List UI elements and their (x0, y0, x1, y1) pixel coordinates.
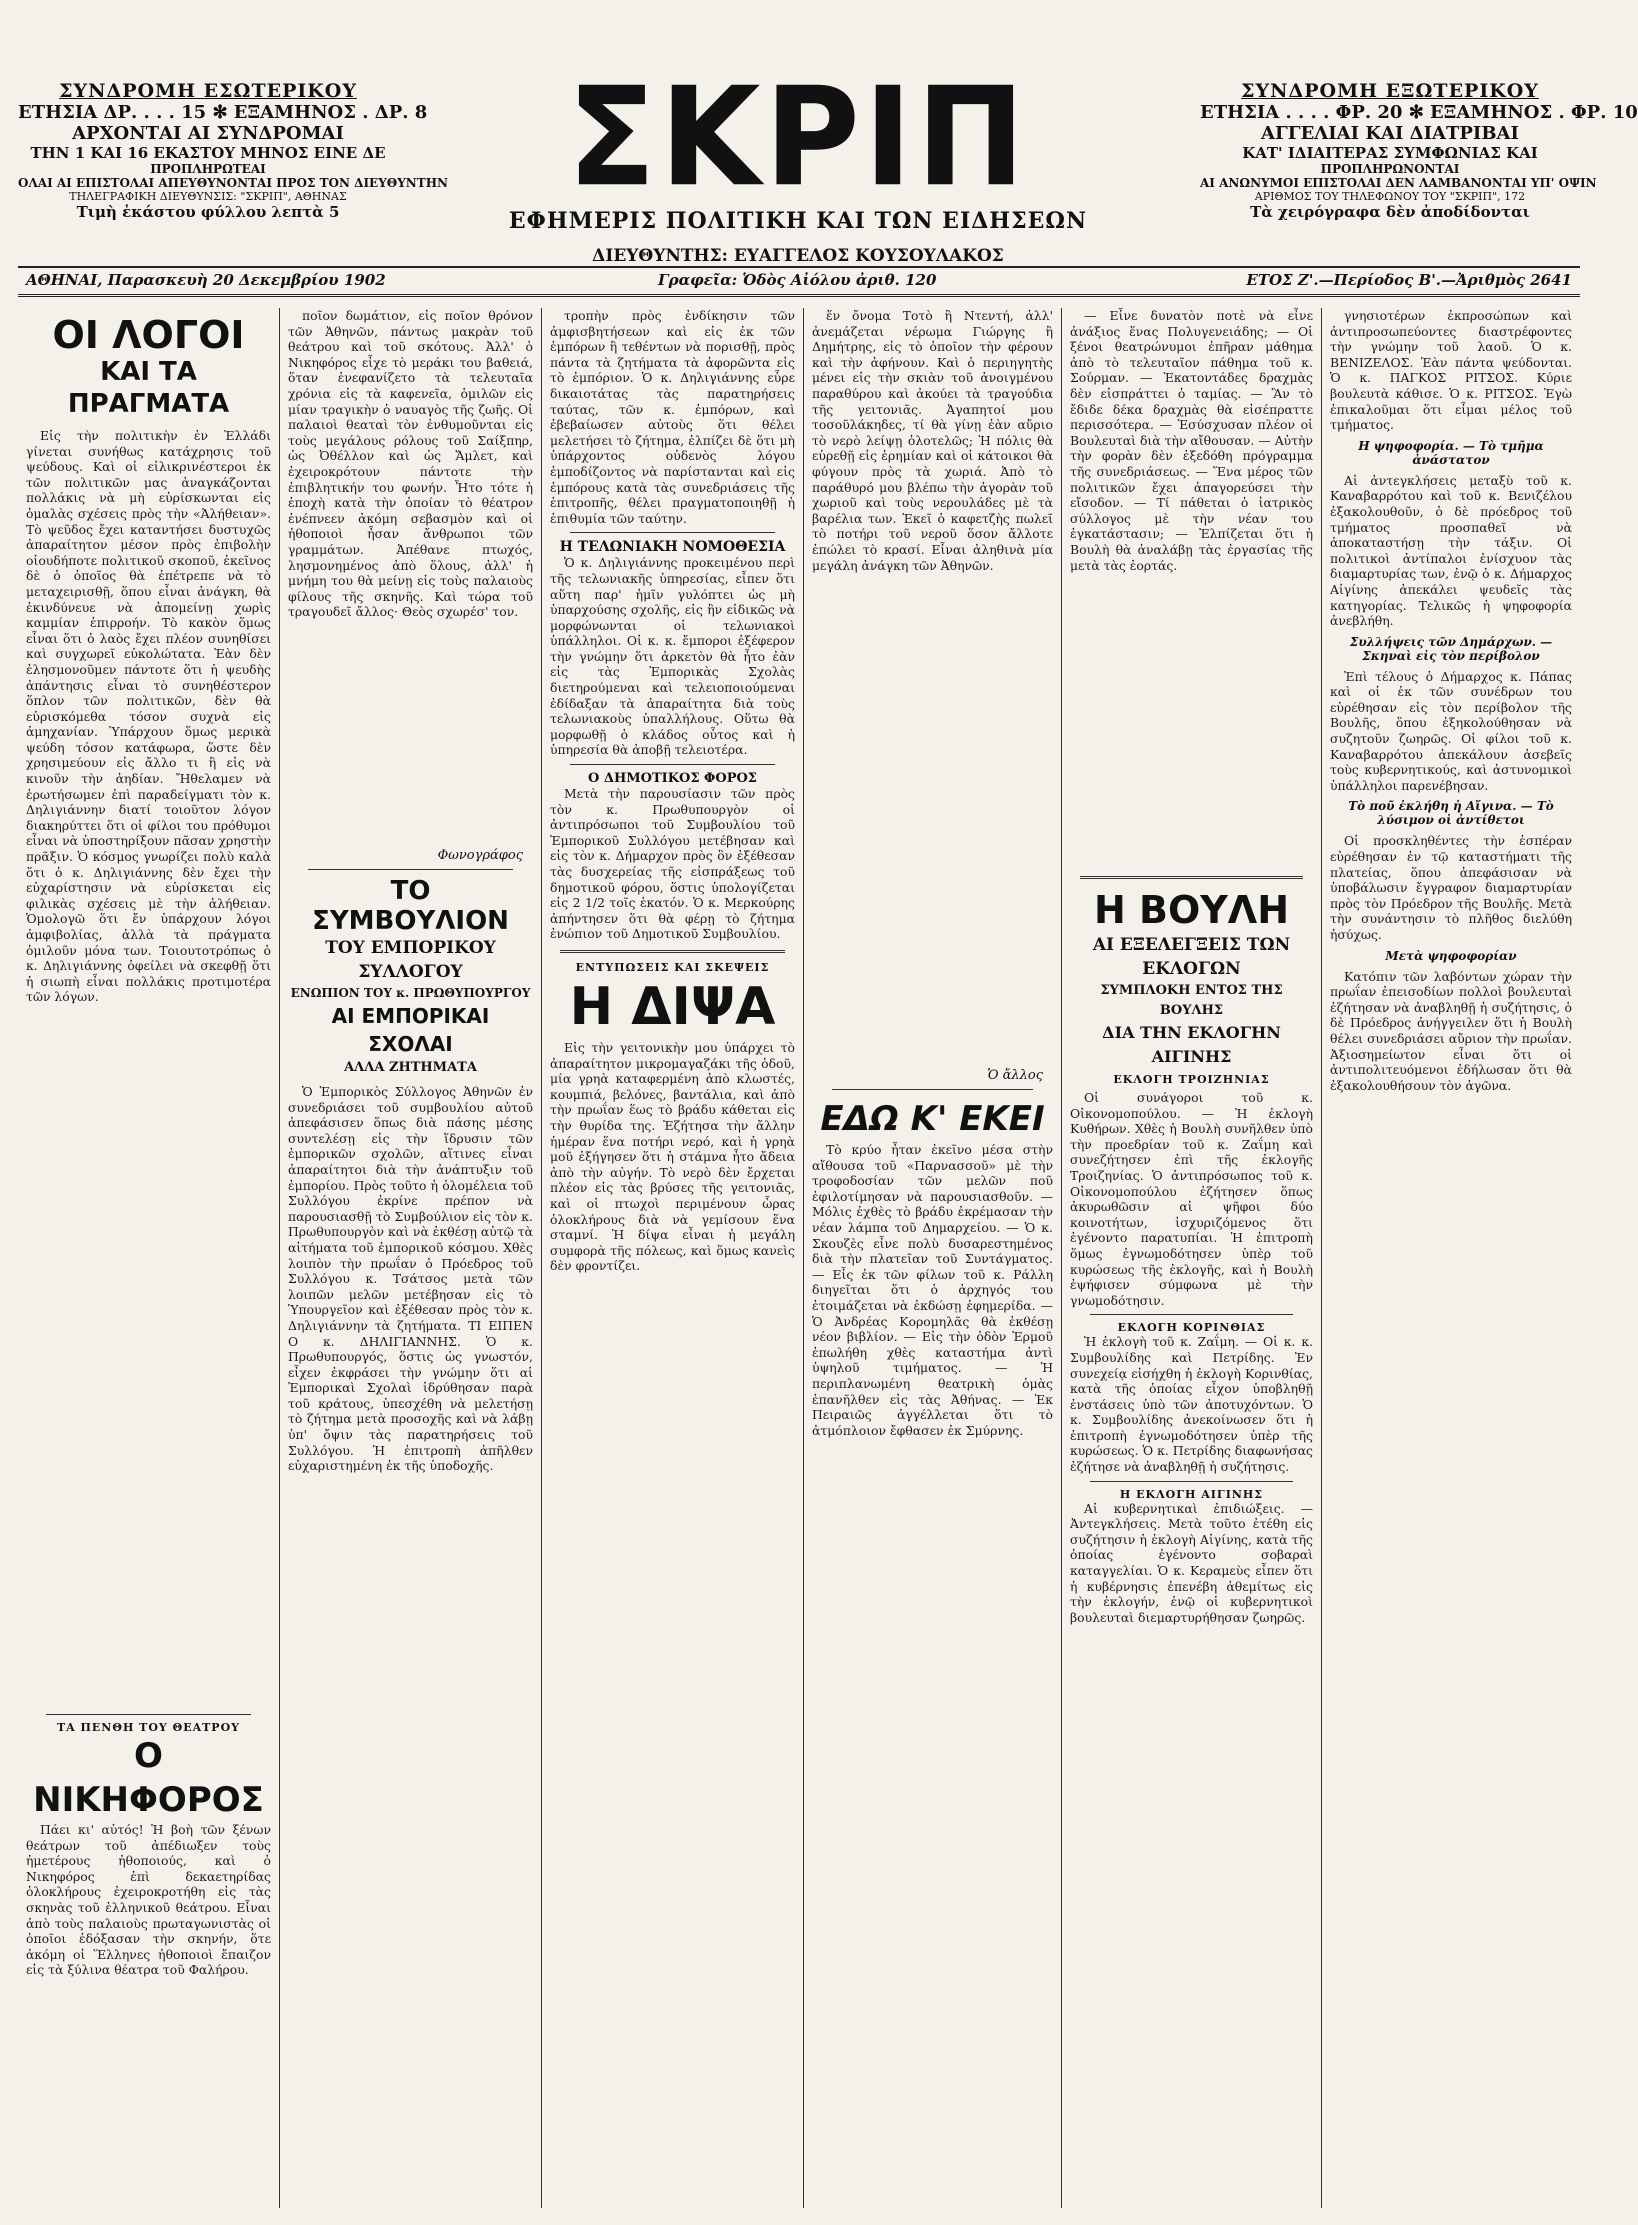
article-text: Εἰς τὴν γειτονικὴν μου ὑπάρχει τὸ ἀπαραίτητον μικρομαγαζάκι τῆς ὁδοῦ, μία γρηὰ καταφερμένη ἀπὸ κλωστές, κουμπιά, βελόνες, βαντάλια, καὶ ἀπὸ τὴν πρωΐαν ἕως τὸ βράδυ κάθεται εἰς τὴν θυρίδα της. Ἐζήτησα τὴν ἄλλην ἡμέραν ἕνα ποτήρι νερό, καὶ ἡ γρηὰ μοῦ ἐξήγησεν ὅτι ἡ στάμνα ἦτο ἄδεια ἀπὸ τὴν αὐγήν. Τὸ νερὸ δὲν ἔρχεται πλέον εἰς τὰς βρύσες τῆς γειτονιᾶς, καὶ οἱ πτωχοὶ περιμένουν ὧρας ὁλοκλήρους διὰ νὰ γεμίσουν ἕνα σταμνί. Ἡ δίψα εἶναι ἡ μεγάλη συμφορὰ τῆς πόλεως, καὶ ὅμως κανεὶς δὲν φροντίζει. (550, 1039, 795, 1274)
subscription-line: ΠΡΟΠΛΗΡΩΤΕΑΙ (150, 162, 266, 176)
article-text: Αἱ κυβερνητικαὶ ἐπιδιώξεις. — Ἀντεγκλήσεις. Μετὰ τοῦτο ἐτέθη εἰς συζήτησιν ἡ ἐκλογὴ Αἰγίνης, κατὰ τῆς ὁποίας ἐγένοντο σοβαραὶ καταγγελίαι. Ὁ κ. Κεραμεὺς εἶπεν ὅτι ἡ κυβέρνησις ἐπενέβη ἀθεμίτως εἰς τὴν ἐκλογήν, ἐνῷ οἱ κυβερνητικοὶ βουλευταὶ διεμαρτυρήθησαν ζωηρῶς. (1070, 1500, 1313, 1625)
article-subheadline: ΑΛΛΑ ΖΗΤΗΜΑΤΑ (344, 1060, 477, 1075)
article-body (1330, 833, 1572, 942)
article-text: Εἰς τὴν πολιτικὴν ἐν Ἑλλάδι γίνεται συνήθως κατάχρησις τοῦ ψεύδους. Καὶ οἱ εἰλικρινέστεροι ἐκ τῶν πολιτικῶν μας ἀναγκάζονται πολλάκις νὰ μὴ εὑρίσκωνται εἰς ὁμαλὰς σχέσεις πρὸς τὴν «Ἀλήθειαν». Τὸ ψεῦδος ἔχει καταντήσει δυστυχῶς ἀπαραίτητον μέσον πρὸς ἐπιβολὴν οἰουδήποτε πολιτικοῦ σκοποῦ, ἐκεῖνος δὲ ὁ ὁποῖος θὰ ἐπέτρεπε νὰ τὸ μεταχειρισθῇ, ὅπου εἶναι ἀνάγκη, θὰ ἐκινδύνευε νὰ ἀπομείνῃ χωρὶς καμμίαν ἐπιρροήν. Τὸ κακὸν ὅμως εἶναι ὅτι ὁ λαὸς ἔχει πλέον συνηθίσει καὶ συγχωρεῖ εὐκολώτατα. Ἐὰν δὲν ἐλησμονοῦμεν πάντοτε ὅτι ἡ ψευδὴς ἀπάντησις εἶναι τὸ συνηθέστερον ὅπλον τῶν πολιτικῶν, δὲν θὰ εὑρισκόμεθα τόσον συχνὰ εἰς ἀμηχανίαν. Ὑπάρχουν ὅμως μερικὰ ψεύδη τόσον κατάφωρα, ὥστε δὲν χρησιμεύουν εἰς ἄλλο τι ἢ εἰς νὰ κινοῦν τὴν ἀηδίαν. Ἤθελαμεν νὰ ἐρωτήσωμεν ἐπὶ παραδείγματι τὸν κ. Δηλιγιάννην διατί τοιοῦτον λόγον διακηρύττει ὅτι οἱ φίλοι του πρόθυμοι εἶναι νὰ ὑποστηρίξουν πᾶσαν χρηστὴν πρᾶξιν. Ὁ κόσμος γνωρίζει πολὺ καλὰ ὅτι ὁ κ. Δηλιγιάννης δὲν ἔχει τὴν εὐχαρίστησιν νὰ εὑρίσκεται εἰς φιλικὰς σχέσεις μὲ τὴν ἀλήθειαν. Ὁμολογῶ ὅτι ἔν ὑπάρχουν λόγοι ἀμφιβολίας, ἀλλὰ τὰ πράγματα ὁμιλοῦν μόνα των. Τοιουτοτρόπως ὁ κ. Δηλιγιάννης ὀφείλει νὰ σκεφθῇ ὅτι ἡ σιωπὴ εἶναι πολλάκις προτιμοτέρα τῶν λόγων. (26, 428, 271, 1005)
article-body (26, 1822, 271, 1978)
subscription-title: ΣΥΝΔΡΟΜΗ ΕΣΩΤΕΡΙΚΟΥ (59, 80, 357, 102)
section-label: ΕΚΛΟΓΗ ΚΟΡΙΝΘΙΑΣ (1117, 1321, 1266, 1335)
article-body (1070, 1501, 1313, 1626)
article-body (26, 428, 271, 1708)
article-text: Ἐπὶ τέλους ὁ Δήμαρχος κ. Πάπας καὶ οἱ ἐκ τῶν συνέδρων του εὑρέθησαν εἰς τὸν περίβολον τῆς Βουλῆς, ὅπου ἐξηκολούθησαν νὰ συζητοῦν ζωηρῶς. Οἱ φίλοι τοῦ κ. Καναβαρρότου ἀπεκάλουν ἀσεβεῖς τοὺς κυβερνητικούς, καὶ ἀστυνομικοὶ ὑπάλληλοι παρενέβησαν. (1330, 668, 1572, 793)
signature: Φωνογράφος (437, 848, 523, 863)
article-headline: Η ΒΟΥΛΗ (1093, 888, 1290, 932)
article-text: Ὁ Ἐμπορικὸς Σύλλογος Ἀθηνῶν ἐν συνεδριάσει τοῦ συμβουλίου αὐτοῦ ἀπεφάσισεν ὅπως διὰ πάσης μέσης συντελέσῃ εἰς τὴν ἵδρυσιν τῶν ἐμπορικῶν σχολῶν, αἵτινες εἶναι ἀπαραίτητοι διὰ τὴν ἀνάπτυξιν τοῦ ἐμπορίου. Πρὸς τοῦτο ἡ ὁλομέλεια τοῦ Συλλόγου ἐκρίνε πρέπον νὰ παρουσιασθῇ τὸ Συμβούλιον εἰς τὸν κ. Πρωθυπουργὸν καὶ νὰ ἐκθέσῃ αὐτῷ τὰ αἰτήματα τοῦ ἐμπορικοῦ κόσμου. Χθὲς λοιπὸν τὴν πρωΐαν ὁ Πρόεδρος τοῦ Συλλόγου κ. Τσάτσος μετὰ τῶν λοιπῶν μελῶν μετέβησαν εἰς τὸ Ὑπουργεῖον καὶ ἐξέθεσαν πρὸς τὸν κ. Δηλιγιάννην τὰ ζητήματα. ΤΙ ΕΙΠΕΝ Ο κ. ΔΗΛΙΓΙΑΝΝΗΣ. Ὁ κ. Πρωθυπουργός, ὅστις ὡς γνωστόν, εἶχεν ἐκφράσει τὴν γνώμην ὅτι αἱ Ἐμπορικαὶ Σχολαὶ ἱδρύθησαν παρὰ τοῦ κράτους, ὑπεσχέθη νὰ μελετήσῃ τὸ ζήτημα μετὰ προσοχῆς καὶ νὰ λάβῃ ὑπ' ὄψιν τὰς παρατηρήσεις τοῦ Συλλόγου. Ἡ ἐπιτροπὴ ἀπῆλθεν εὐχαριστημένη ἐκ τῆς ὑποδοχῆς. (288, 1084, 533, 1474)
subscription-line: ΤΗΝ 1 ΚΑΙ 16 ΕΚΑΣΤΟΥ ΜΗΝΟΣ ΕΙΝΕ ΔΕ (30, 144, 386, 162)
divider (1080, 876, 1303, 879)
article-headline: ΟΙ ΛΟΓΟΙ (52, 313, 245, 357)
subscription-line: ΑΓΓΕΛΙΑΙ ΚΑΙ ΔΙΑΤΡΙΒΑΙ (1261, 123, 1519, 144)
article-text: γνησιοτέρων ἐκπροσώπων καὶ ἀντιπροσωπεύοντες διαστρέφοντες τὴν γνώμην τοῦ λαοῦ. Ὁ κ. ΒΕΝΙΖΕΛΟΣ. Ἐὰν πάντα ψεύδονται. Ὁ κ. ΠΑΓΚΟΣ ΡΙΤΣΟΣ. Κύριε βουλευτὰ κάθισε. Ὁ κ. ΡΙΤΣΟΣ. Ἐγὼ ἐπικαλοῦμαι ὅτι εἶμαι μέλος τοῦ τμήματος. (1330, 308, 1572, 433)
divider (560, 950, 785, 953)
section-label: ΕΚΛΟΓΗ ΤΡΟΙΖΗΝΙΑΣ (1113, 1073, 1270, 1086)
newspaper-page (18, 50, 1638, 2215)
section-headline: Ο ΔΗΜΟΤΙΚΟΣ ΦΟΡΟΣ (588, 771, 757, 787)
article-body (550, 308, 795, 526)
divider (832, 1089, 1033, 1090)
section-label: ΤΑ ΠΕΝΘΗ ΤΟΥ ΘΕΑΤΡΟΥ (56, 1721, 241, 1734)
article-body (1330, 308, 1572, 433)
article-body (1070, 1090, 1313, 1308)
dateline-bar (18, 266, 1580, 297)
article-text: Αἱ ἀντεγκλήσεις μεταξὺ τοῦ κ. Καναβαρρότου καὶ τοῦ κ. Βενιζέλου ἐξακολουθοῦν, ὁ δὲ πρόεδρος τοῦ τμήματος προσπαθεῖ νὰ ἀποκαταστήσῃ τὴν τάξιν. Οἱ πολιτικοὶ ἀντίπαλοι ἐνίσχυον τὰς διαμαρτυρίας των, ἐνῷ ὁ κ. Δήμαρχος Αἰγίνης ἀπεκάλει ψευδεῖς τὰς κατηγορίας. Τελικῶς ἡ ψηφοφορία ἀνεβλήθη. (1330, 472, 1572, 629)
article-headline: Η ΔΙΨΑ (569, 976, 776, 1037)
subscription-line: ΑΙ ΑΝΩΝΥΜΟΙ ΕΠΙΣΤΟΛΑΙ ΔΕΝ ΛΑΜΒΑΝΟΝΤΑΙ ΥΠ' ΟΨΙΝ (1200, 176, 1597, 190)
article-text: Μετὰ τὴν παρουσίασιν τῶν πρὸς τὸν κ. Πρωθυπουργὸν οἱ ἀντιπρόσωποι τοῦ Συμβουλίου τοῦ Ἐμπορικοῦ Συλλόγου μετέβησαν καὶ εἰς τὸν κ. Δήμαρχον πρὸς ὃν ἐξέθεσαν τὰς δυσχερείας τῆς εἰσπράξεως τοῦ δημοτικοῦ φόρου, ὅστις ὑπολογίζεται εἰς 2 1/2 τοῖς ἑκατόν. Ὁ κ. Μερκούρης ἀπήντησεν ὅτι θὰ φέρῃ τὸ ζήτημα ἐνώπιον τοῦ Δημοτικοῦ Συμβουλίου. (550, 786, 795, 942)
director-line: ΔΙΕΥΘΥΝΤΗΣ: ΕΥΑΓΓΕΛΟΣ ΚΟΥΣΟΥΛΑΚΟΣ (592, 246, 1004, 266)
subscription-line: ΚΑΤ' ΙΔΙΑΙΤΕΡΑΣ ΣΥΜΦΩΝΙΑΣ ΚΑΙ (1242, 144, 1538, 162)
article-text: Τὸ κρύο ἦταν ἐκεῖνο μέσα στὴν αἴθουσα τοῦ «Παρνασσοῦ» μὲ τὴν τροφοδοσίαν τῶν μελῶν ποῦ ἐφιλοτίμησαν νὰ παρουσιασθοῦν. — Μόλις ἐχθὲς τὸ βράδυ ἐκρέμασαν τὴν νέαν λάμπα τοῦ Δημαρχείου. — Ὁ κ. Σκουζὲς εἶνε πολὺ δυσαρεστημένος διὰ τὴν πλατεῖαν τοῦ Συντάγματος. — Εἶς ἐκ τῶν φίλων τοῦ κ. Ράλλη διηγεῖται ὅτι ὁ ἀρχηγός του ἐτοιμάζεται νὰ ἐκδώσῃ ἐφημερίδα. — Ὁ Ἀνδρέας Κορομηλᾶς θὰ ἐκθέσῃ νέον βιβλίον. — Εἰς τὴν ὁδὸν Ἑρμοῦ ἐπωλήθη χθὲς καταστήμα ἀντὶ ὑψηλοῦ τιμήματος. — Ἡ περιπλανωμένη θεατρικὴ ὁμὰς ἐπανῆλθεν εἰς τὰς Ἀθήνας. — Ἐκ Πειραιῶς ἀγγέλλεται ὅτι τὸ ἀτμόπλοιον ἔφθασεν ἐκ Σμύρνης. (812, 1142, 1053, 1438)
divider (1090, 1481, 1293, 1482)
article-body (550, 786, 795, 942)
subscription-prices: ΕΤΗΣΙΑ . . . . ΦΡ. 20 ✻ ΕΞΑΜΗΝΟΣ . ΦΡ. 10 (1200, 102, 1638, 123)
domestic-subscription-box (18, 80, 448, 221)
subscription-line: ΑΡΙΘΜΟΣ ΤΟΥ ΤΗΛΕΦΩΝΟΥ ΤΟΥ "ΣΚΡΙΠ", 172 (1254, 190, 1526, 203)
article-text: τροπὴν πρὸς ἐνδίκησιν τῶν ἀμφισβητήσεων καὶ εἰς ἐκ τῶν ἐμπόρων ἢ τεθέντων νὰ πορισθῇ, πρὸς πάντα τὰ ζητήματα τὰ ἀφορῶντα εἰς τὸ ἐμπόριον. Ὁ κ. Δηλιγιάννης εὗρε δικαιοτάτας τὰς παρατηρήσεις ταύτας, τῶν κ. ἐμπόρων, καὶ ἐβεβαίωσεν αὐτοὺς ὅτι θέλει μελετήσει τὸ ζήτημα, ἐλπίζει δὲ ὅτι μὴ ὑπάρχοντος οὐδενὸς λόγου ἐμποδίζοντος νὰ παρίστανται καὶ εἰς ἐμπόρους κατὰ τὰς συνεδριάσεις τῆς ἐπιτροπῆς, θέλει πραγματοποιηθῇ ἡ ἐπιθυμία τῶν ταύτην. (550, 308, 795, 526)
column-6 (1322, 308, 1580, 2208)
divider (1090, 1314, 1293, 1315)
issue-date: ΑΘΗΝΑΙ, Παρασκευὴ 20 Δεκεμβρίου 1902 (26, 271, 386, 289)
article-text: Ἡ ἐκλογὴ τοῦ κ. Ζαΐμη. — Οἱ κ. κ. Συμβουλίδης καὶ Πετρίδης. Ἐν συνεχείᾳ εἰσήχθη ἡ ἐκλογὴ Κορινθίας, κατὰ τῆς ὁποίας εἶχον ὑποβληθῇ ἐνστάσεις ὑπὸ τῶν ἀποτυχόντων. Ὁ κ. Συμβουλίδης ἀνεκοίνωσεν ὅτι ἡ ἐπιτροπὴ ἐγνωμοδότησεν ὑπὲρ τῆς κυρώσεως. Ὁ κ. Πετρίδης διαφωνήσας ἐζήτησε νὰ ἀναβληθῇ ἡ συζήτησις. (1070, 1334, 1313, 1475)
article-headline: ΕΔΩ Κ' ΕΚΕΙ (820, 1099, 1045, 1139)
article-body (288, 1084, 533, 1474)
article-body (550, 1040, 795, 1274)
column-4 (804, 308, 1062, 2208)
article-subheadline: ΔΙΑ ΤΗΝ ΕΚΛΟΓΗΝ ΑΙΓΙΝΗΣ (1102, 1023, 1281, 1066)
article-body (1330, 969, 1572, 1094)
subscription-line: ΑΡΧΟΝΤΑΙ ΑΙ ΣΥΝΔΡΟΜΑΙ (72, 123, 344, 144)
article-text: Κατόπιν τῶν λαβόντων χώραν τὴν πρωΐαν ἐπεισοδίων πολλοὶ βουλευταὶ ἐζήτησαν νὰ ἀναβληθῇ ἡ συζήτησις, ὁ δὲ Πρόεδρος ἀνήγγειλεν ὅτι ἡ Βουλὴ θέλει συνεδριάσει αὔριον τὴν πρωΐαν. Ἀξιοσημείωτον εἶναι ὅτι οἱ ἀντιπολιτευόμενοι ἐδήλωσαν ὅτι θὰ ἐξακολουθήσουν τὸν ἀγῶνα. (1330, 968, 1572, 1093)
article-text: Ὁ κ. Δηλιγιάννης προκειμένου περὶ τῆς τελωνιακῆς ὑπηρεσίας, εἶπεν ὅτι αὕτη παρ' ἡμῖν γυλόπτει ὡς μὴ ὑπαρχούσης σχολῆς, εἰς ἣν εἰδικῶς νὰ μορφώνωνται οἱ τελωνιακοὶ ὑπάλληλοι. Οἱ κ. κ. ἔμποροι ἐξέφερον τὴν γνώμην ὅτι ἀρκετὸν θὰ ἦτο ἐὰν εἰς τὰς Ἐμπορικὰς Σχολὰς διετηρούμεναι καὶ τελειοποιούμεναι ἐδίδαξαν τὰ ἀπαραίτητα διὰ τοὺς τελωνιακοὺς ὑπαλλήλους. Οὕτω θὰ μορφωθῇ ὁ κλάδος οὗτος καὶ ἡ ὑπηρεσία θὰ ἀποβῇ τελειοτέρα. (550, 555, 795, 758)
article-subheadline: ΑΙ ΕΞΕΛΕΓΞΕΙΣ ΤΩΝ ΕΚΛΟΓΩΝ (1092, 935, 1291, 979)
subscription-line: ΠΡΟΠΛΗΡΩΝΟΝΤΑΙ (1320, 162, 1460, 176)
article-text: Οἱ προσκληθέντες τὴν ἑσπέραν εὐρέθησαν ἐν τῷ καταστήματι τῆς πλατείας, ὅπου ἀπεφάσισαν νὰ ὑποβάλωσιν ἔγγραφον διαμαρτυρίαν πρὸς τὸν Πρόεδρον τῆς Βουλῆς. Μετὰ τὴν συνάντησιν τὸ πλῆθος διελύθη ἡσύχως. (1330, 833, 1572, 942)
article-text: ποῖον δωμάτιον, εἰς ποῖον θρόνον τῶν Ἀθηνῶν, πάντως μακρὰν τοῦ θεάτρου καὶ τοῦ σκότους. Ἀλλ' ὁ Νικηφόρος εἶχε τὸ μεράκι του βαθειά, ὅταν ἐνεφανίζετο τὰ τελευταῖα χρόνια εἰς τὰ καφενεῖα, ὁμιλῶν εἰς μίαν τραγικὴν ὁ ναυαγὸς τῆς ζωῆς. Οἱ παλαιοὶ θεαταὶ τὸν ἐνθυμοῦνται εἰς τοὺς μεγάλους ρόλους τοῦ Σαίξπηρ, ὡς Ὀθέλλον καὶ ὡς Ἄμλετ, καὶ ἐχειροκρότουν πάντοτε τὴν ἐπιβλητικήν του φωνήν. Ἦτο τότε ἡ ἐποχὴ κατὰ τὴν ὁποίαν τὸ θέατρον ἐνέπνεεν ἀκόμη σεβασμὸν καὶ οἱ ἠθοποιοὶ ἦσαν ἄνθρωποι τῶν γραμμάτων. Ἀπέθανε πτωχός, λησμονημένος ἀπὸ ὅλους, ἀλλ' ἡ μνήμη του θὰ μείνῃ εἰς τοὺς παλαιοὺς φίλους τῆς σκηνῆς. Καὶ τώρα τοῦ τραγουδεῖ ἄλλος· Θεὸς σχωρέσ' τον. (288, 308, 533, 620)
article-text: Πάει κι' αὐτός! Ἡ βοὴ τῶν ξένων θεάτρων τοῦ ἀπέδιωξεν τοὺς ἡμετέρους ἠθοποιούς, καὶ ὁ Νικηφόρος ἐπὶ δεκαετηρίδας ὁλοκλήρους ἐχειροκροτήθη εἰς τὰς σκηνὰς τοῦ ἑλληνικοῦ θεάτρου. Εἶναι ἀπὸ τοὺς παλαιοὺς πρωταγωνιστὰς οἱ ὁποῖοι ἐδόξασαν τὴν σκηνήν, ὅτε ἀκόμη οἱ Ἕλληνες ἠθοποιοὶ ἔπαιζον εἰς τὰ ξύλινα θέατρα τοῦ Φαλήρου. (26, 1822, 271, 1978)
article-headline: Ο ΝΙΚΗΦΟΡΟΣ (33, 1736, 264, 1820)
article-subheadline: ΑΙ ΕΜΠΟΡΙΚΑΙ ΣΧΟΛΑΙ (331, 1004, 490, 1056)
masthead-area (18, 50, 1638, 295)
section-subhead: Συλλήψεις τῶν Δημάρχων. — Σκηναὶ εἰς τὸν περίβολον (1349, 634, 1553, 663)
article-body (288, 308, 533, 848)
article-body (812, 308, 1053, 1068)
divider (46, 1714, 251, 1715)
article-body (1330, 669, 1572, 794)
article-headline: ΚΑΙ ΤΑ ΠΡΑΓΜΑΤΑ (67, 357, 230, 419)
issue-number: ΕΤΟΣ Ζ'.—Περίοδος Β'.—Ἀριθμὸς 2641 (1246, 271, 1572, 289)
section-headline: Η ΤΕΛΩΝΙΑΚΗ ΝΟΜΟΘΕΣΙΑ (559, 539, 786, 556)
columns (18, 308, 1580, 2208)
article-text: — Εἶνε δυνατὸν ποτὲ νὰ εἶνε ἀνάξιος ἕνας Πολυγενειάδης; — Οἱ ξένοι θεατρώνυμοι ἐπῆραν μάθημα ἀπὸ τὸ τελευταῖον πάθημα τοῦ κ. Σούρμαν. — Ἑκατοντάδες δραχμὰς δὲν εἰσπράττει ὁ ταμίας. — Ἂν τὸ ἔδιδε δέκα δραχμὰς θὰ εἰσέπραττε περισσότερα. — Ἐσύσχυσαν πλέον οἱ Βουλευταὶ διὰ τὴν αἴθουσαν. — Αὐτὴν τὴν φορὰν δὲν ἐξεδόθη πρόγραμμα τῆς συνεδριάσεως. — Ἕνα μέρος τῶν πολιτικῶν ἔχει ἀπαγορεύσει τὴν εἴσοδον. — Τί πάθεται ὁ ἰατρικὸς σύλλογος μὲ τὴν νέαν του ἐγκατάστασιν; — Ἐλπίζεται ὅτι ἡ Βουλὴ θὰ ἀναλάβῃ τὰς ἐργασίας τῆς μετὰ τὰς ἑορτάς. (1070, 308, 1313, 573)
article-body (812, 1142, 1053, 1438)
column-1 (18, 308, 280, 2208)
column-2 (280, 308, 542, 2208)
article-text: Οἱ συνάγοροι τοῦ κ. Οἰκονομοπούλου. — Ἡ ἐκλογὴ Κυθήρων. Χθὲς ἡ Βουλὴ συνῆλθεν ὑπὸ τὴν προεδρίαν τοῦ κ. Ζαΐμη καὶ συνεζήτησεν ἐπὶ τῆς ἐκλογῆς Τροιζηνίας. Ὁ ἀντιπρόσωπος τοῦ κ. Οἰκονομοπούλου ἐζήτησεν ὅπως ἀκυρωθῶσιν αἱ ψῆφοι δύο κοινοτήτων, ἰσχυριζόμενος ὅτι ἐγένοντο παρατυπίαι. Ἡ ἐπιτροπὴ ὅμως ἐγνωμοδότησεν ὑπὲρ τοῦ κυρώσεως τῆς ἐκλογῆς, καὶ ἡ Βουλὴ ἐψήφισεν σύμφωνα μὲ τὴν γνωμοδότησιν. (1070, 1090, 1313, 1308)
column-3 (542, 308, 804, 2208)
section-label: ΕΝΤΥΠΩΣΕΙΣ ΚΑΙ ΣΚΕΨΕΙΣ (575, 960, 770, 974)
column-5 (1062, 308, 1322, 2208)
subscription-line: ΤΗΛΕΓΡΑΦΙΚΗ ΔΙΕΥΘΥΝΣΙΣ: "ΣΚΡΙΠ", ΑΘΗΝΑΣ (69, 190, 347, 203)
newspaper-subtitle: ΕΦΗΜΕΡΙΣ ΠΟΛΙΤΙΚΗ ΚΑΙ ΤΩΝ ΕΙΔΗΣΕΩΝ (508, 208, 1088, 234)
divider (308, 869, 513, 870)
section-subhead: Τὸ ποῦ ἐκλήθη ἡ Αἴγινα. — Τὸ λύσιμον οἱ ἀντίθετοι (1348, 799, 1554, 828)
subscription-prices: ΕΤΗΣΙΑ ΔΡ. . . . 15 ✻ ΕΞΑΜΗΝΟΣ . ΔΡ. 8 (18, 102, 428, 123)
article-body (1070, 308, 1313, 868)
article-body (1070, 1334, 1313, 1474)
article-subheadline: ΣΥΜΠΛΟΚΗ ΕΝΤΟΣ ΤΗΣ ΒΟΥΛΗΣ (1100, 983, 1283, 1018)
divider (570, 532, 775, 533)
article-body (550, 555, 795, 758)
newspaper-logo: ΣΚΡΙΠ (567, 57, 1029, 217)
article-subheadline: ΕΝΩΠΙΟΝ ΤΟΥ κ. ΠΡΩΘΥΠΟΥΡΓΟΥ (290, 986, 531, 1000)
subscription-line: ΟΛΑΙ ΑΙ ΕΠΙΣΤΟΛΑΙ ΑΠΕΥΘΥΝΟΝΤΑΙ ΠΡΟΣ ΤΟΝ ΔΙΕΥΘΥΝΤΗΝ (18, 176, 448, 190)
article-subheadline: ΤΟΥ ΕΜΠΟΡΙΚΟΥ ΣΥΛΛΟΓΟΥ (325, 938, 496, 982)
article-text: ἕν ὄνομα Τοτὸ ἢ Ντεντή, ἀλλ' ἀνεμάζεται νέρωμα Γιώργης ἢ Δημήτρης, εἰς τὸ ὁποῖον τὴν φέρουν καὶ τὴν ἀφήνουν. Καὶ ὁ περιηγητὴς μένει εἰς τὴν σκιὰν τοῦ ἀνοιγμένου παραθύρου καὶ ἀκούει τὰ τραγούδια τῆς γειτονιᾶς. Ἀγαπητοί μου τοσοῦλάκηδες, τί θὰ γίνῃ ἐὰν αὔριο τὸ νερὸ λείψῃ ὁλοτελῶς; Ἡ πόλις θὰ εὑρεθῇ εἰς ἐρημίαν καὶ οἱ κάτοικοι θὰ φύγουν πρὸς τὰ χωριά. Ἀπὸ τὸ παράθυρό μου βλέπω τὴν ἀγορὰν τοῦ χωριοῦ καὶ τοὺς νερουλάδες μὲ τὰ βαρέλια των. Ἐκεῖ ὁ καφετζὴς πωλεῖ τὸ ποτήρι τοῦ νεροῦ ὅσον ἄλλοτε ἐπώλει τὸ κρασί. Εἶναι ἀληθινὰ μία μεγάλη ἀνάγκη τῶν Ἀθηνῶν. (812, 308, 1053, 573)
manuscripts-note: Τὰ χειρόγραφα δὲν ἀποδίδονται (1250, 203, 1530, 221)
section-subhead: Η ψηφοφορία. — Τὸ τμῆμα ἀνάστατον (1358, 438, 1544, 467)
foreign-subscription-box (1200, 80, 1638, 221)
article-headline: ΤΟ ΣΥΜΒΟΥΛΙΟΝ (312, 876, 509, 936)
masthead (488, 57, 1108, 266)
section-label: Η ΕΚΛΟΓΗ ΑΙΓΙΝΗΣ (1119, 1487, 1264, 1501)
article-body (1330, 473, 1572, 629)
price-per-sheet: Τιμὴ ἑκάστου φύλλου λεπτὰ 5 (76, 203, 340, 221)
section-subhead: Μετὰ ψηφοφορίαν (1385, 948, 1517, 963)
subscription-title: ΣΥΝΔΡΟΜΗ ΕΞΩΤΕΡΙΚΟΥ (1241, 80, 1539, 102)
office-address: Γραφεῖα: Ὁδὸς Αἰόλου ἀριθ. 120 (658, 271, 937, 289)
signature: Ὁ ἄλλος (987, 1068, 1043, 1083)
divider (570, 764, 775, 765)
